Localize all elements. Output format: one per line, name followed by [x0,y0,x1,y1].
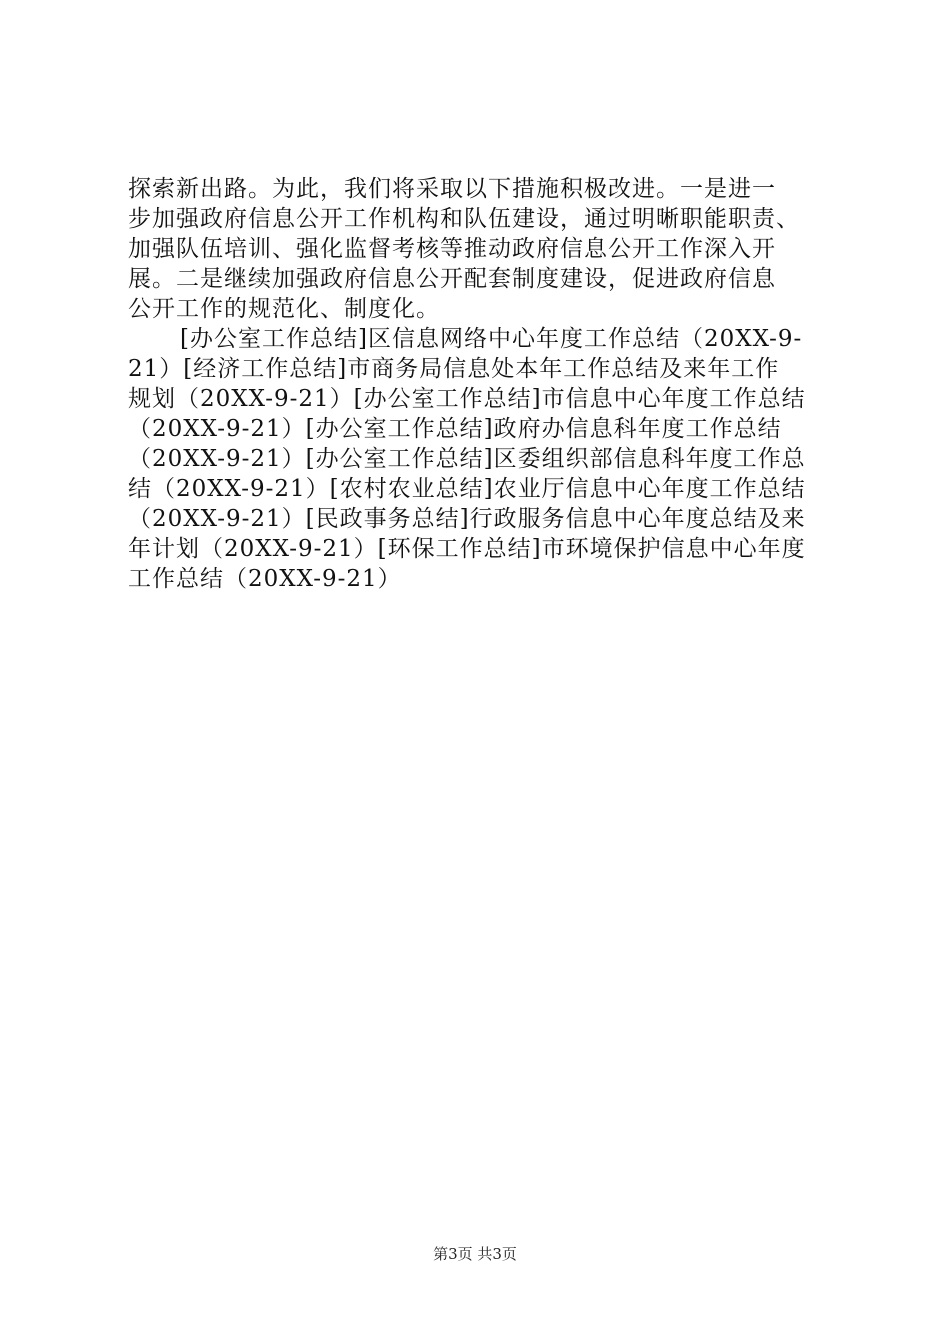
document-body [128,174,828,594]
text-line: 步加强政府信息公开工作机构和队伍建设，通过明晰职能职责、 [128,206,800,232]
text-line: 结（20XX-9-21）[农村农业总结]农业厅信息中心年度工作总结 [128,476,806,502]
text-line: （20XX-9-21）[办公室工作总结]政府办信息科年度工作总结 [128,416,782,442]
text-line: 展。二是继续加强政府信息公开配套制度建设，促进政府信息 [128,266,776,292]
text-line: 工作总结（20XX-9-21） [128,566,402,592]
text-line: 规划（20XX-9-21）[办公室工作总结]市信息中心年度工作总结 [128,386,806,412]
text-line: （20XX-9-21）[办公室工作总结]区委组织部信息科年度工作总 [128,446,806,472]
text-line: （20XX-9-21）[民政事务总结]行政服务信息中心年度总结及来 [128,506,806,532]
text-line: 加强队伍培训、强化监督考核等推动政府信息公开工作深入开 [128,236,776,262]
text-line: 年计划（20XX-9-21）[环保工作总结]市环境保护信息中心年度 [128,536,806,562]
text-line: 探索新出路。为此，我们将采取以下措施积极改进。一是进一 [128,176,776,202]
text-line: 公开工作的规范化、制度化。 [128,296,440,322]
page-number-label: 第3页 共3页 [433,1245,517,1263]
text-line: [办公室工作总结]区信息网络中心年度工作总结（20XX-9- [180,326,803,352]
page-footer [0,1244,950,1264]
text-line: 21）[经济工作总结]市商务局信息处本年工作总结及来年工作 [128,356,780,382]
